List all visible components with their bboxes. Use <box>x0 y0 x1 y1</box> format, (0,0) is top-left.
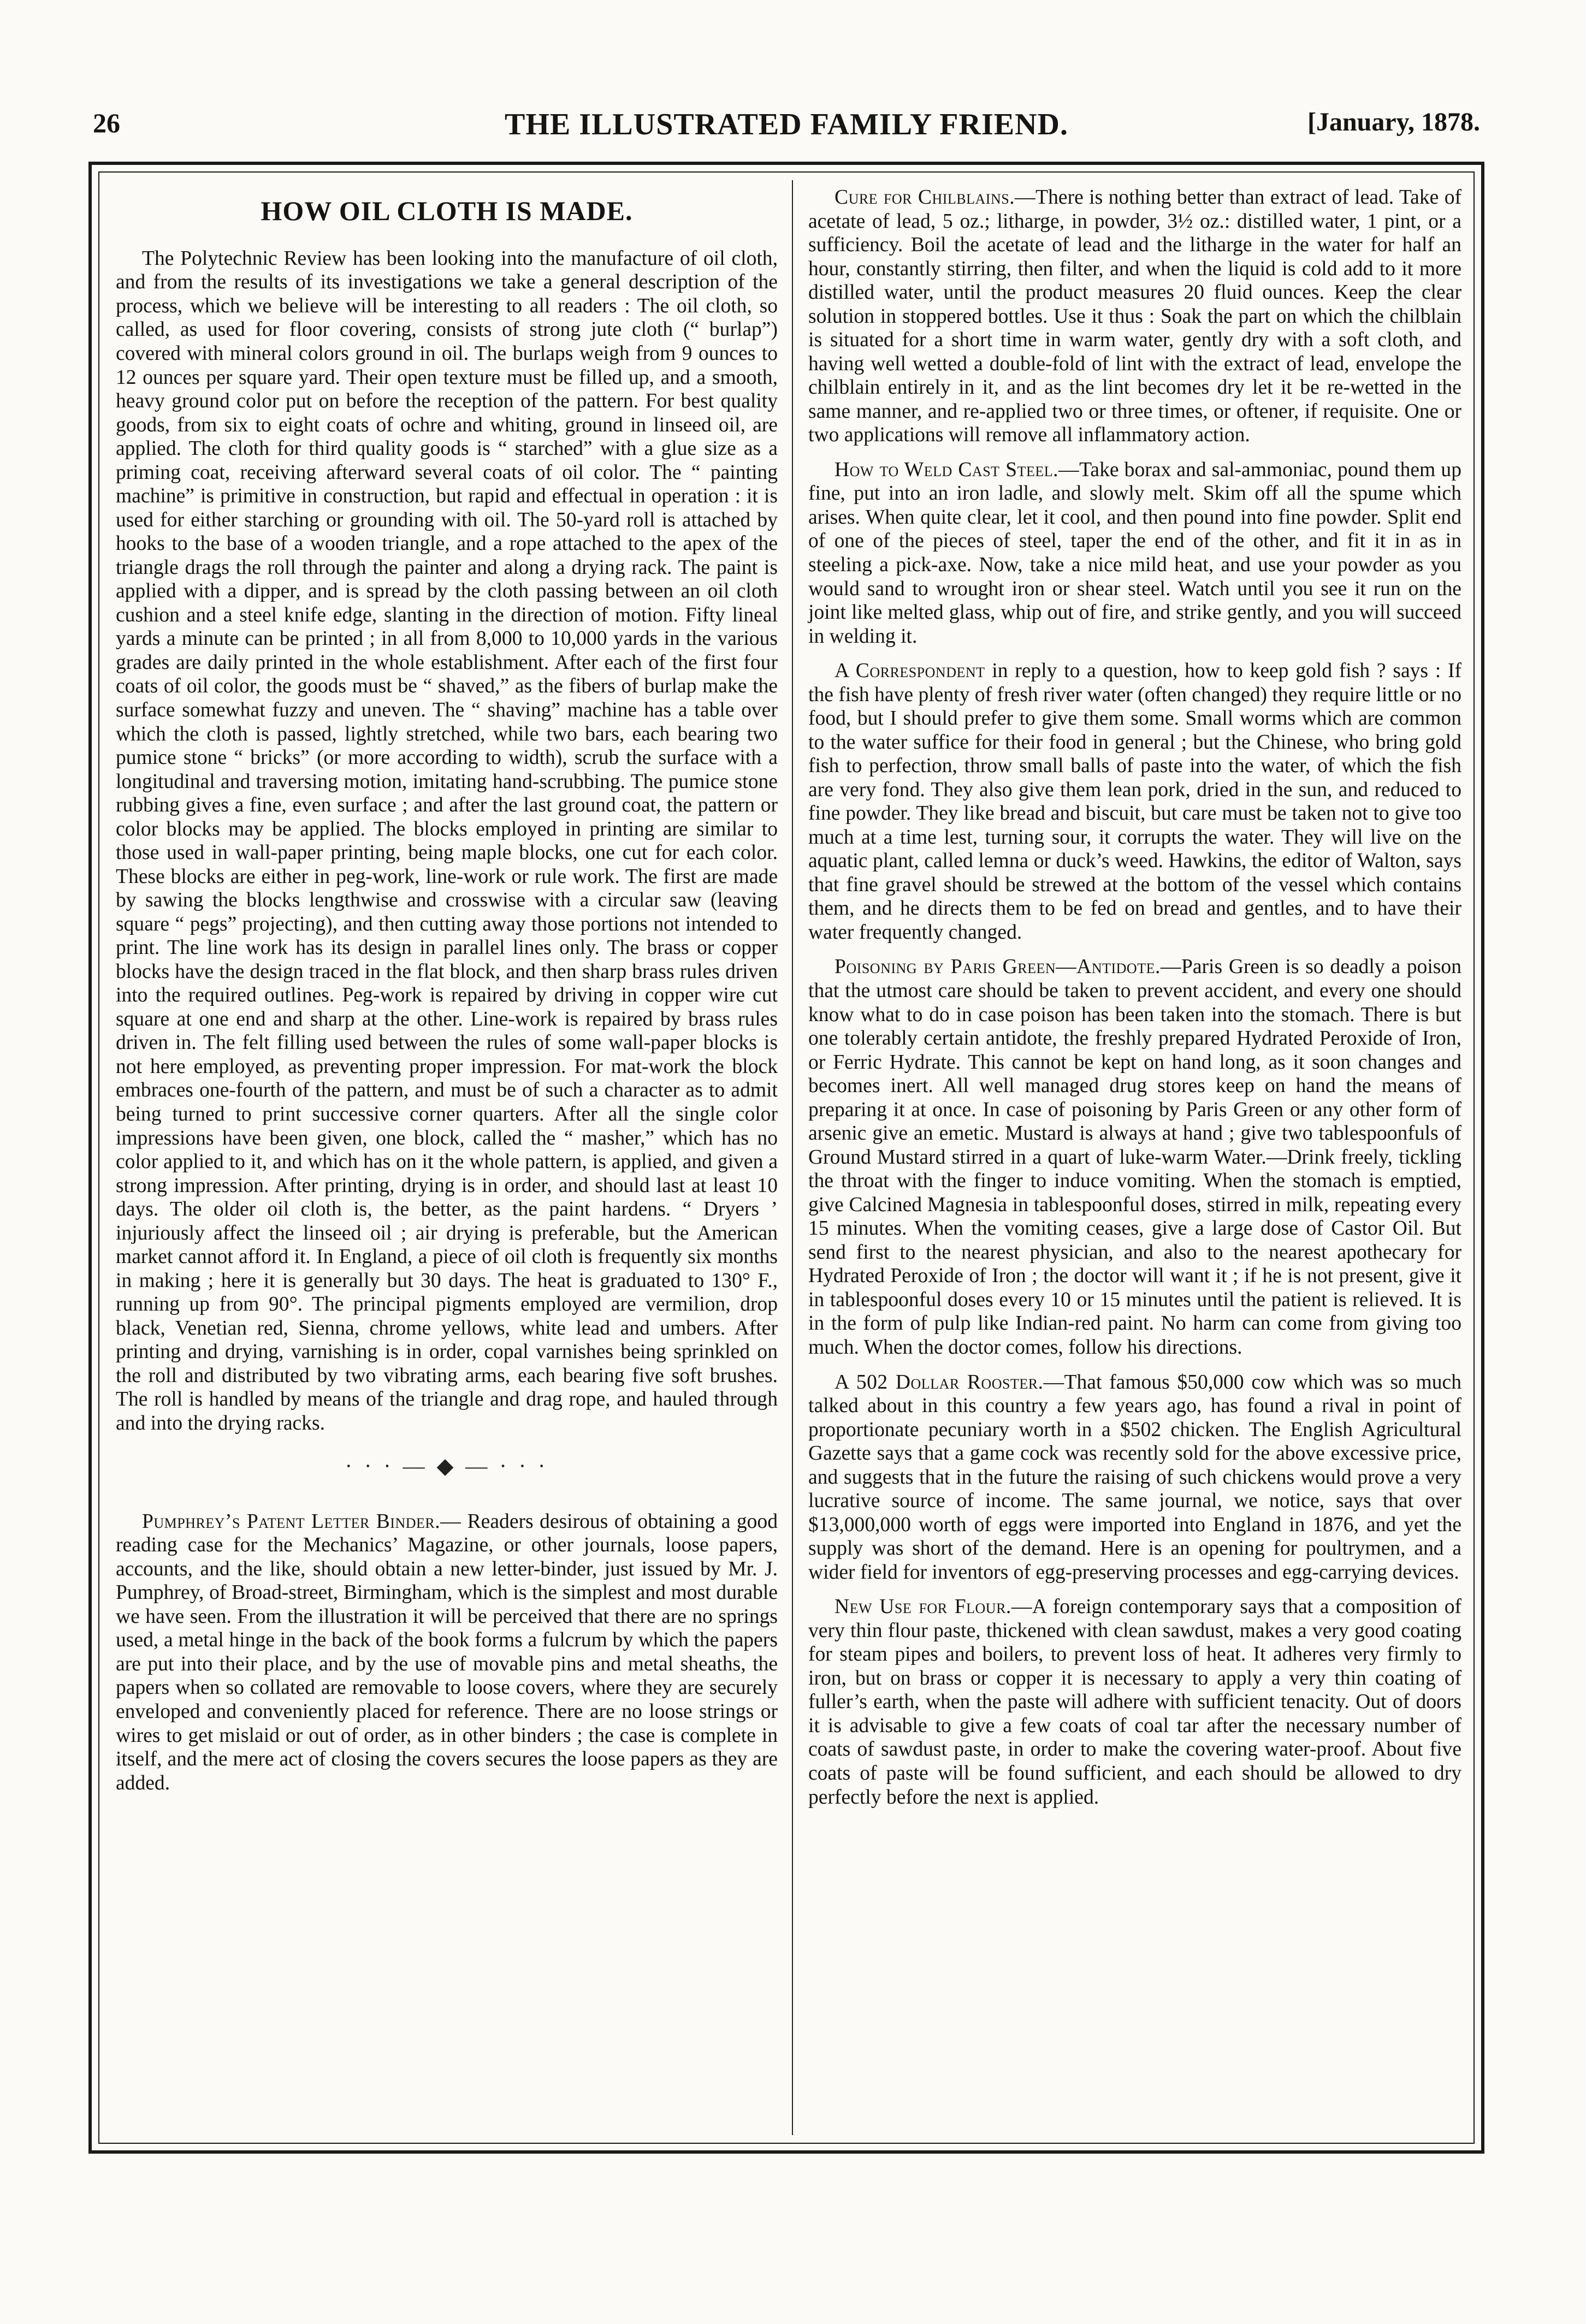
flour-article <box>808 1595 1461 1809</box>
binder-article-lead: Pumphrey’s Patent Letter Binder.— <box>142 1510 461 1533</box>
binder-article <box>116 1510 778 1795</box>
left-column <box>116 186 778 1799</box>
flour-lead: New Use for Flour.— <box>835 1596 1032 1618</box>
publication-title: THE ILLUSTRATED FAMILY FRIEND. <box>505 108 1068 141</box>
binder-article-body: Readers desirous of obtaining a good reading case for the Mechanics’ Magazine, or other journals, loose papers, accounts, and the like, should obtain a new letter-binder, just issued by Mr. J. Pumphrey, of Broad-street, Birmingham, which is the simplest and most durable we have seen. From the illustration it will be perceived that there are no springs used, a metal hinge in the back of the book forms a fulcrum by which the papers are put into their place, and by the use of movable pins and metal sheaths, the papers when so collated are removable to loose covers, where they are securely enveloped and conveniently placed for reference. There are no loose strings or wires to get mislaid or out of order, as in other binders ; the case is complete in itself, and the mere act of closing the covers secures the loose papers as they are added. <box>116 1510 778 1794</box>
chilblains-body: There is nothing better than extract of lead. Take of acetate of lead, 5 oz.; litharge, in powder, 3½ oz.: distilled water, 1 pint, or a sufficiency. Boil the acetate of lead and the litharge in the water for half an hour, constantly stirring, then filter, and when the liquid is cold add to it more distilled water, until the product measures 20 fluid ounces. Keep the clear solution in stoppered bottles. Use it thus : Soak the part on which the chilblain is situated for a short time in warm water, gently dry with a soft cloth, and having well wetted a double-fold of lint with the extract of lead, envelope the chilblain entirely in it, and as the lint becomes dry let it be re-wetted in the same manner, and re-applied two or three times, or oftener, if requisite. One or two applications will remove all inflammatory action. <box>808 186 1461 447</box>
right-column <box>808 186 1461 1820</box>
issue-date: [January, 1878. <box>1307 108 1480 137</box>
weld-steel-lead: How to Weld Cast Steel.— <box>835 458 1080 481</box>
weld-steel-article <box>808 458 1461 648</box>
paris-green-lead: Poisoning by Paris Green—Antidote.— <box>835 956 1181 979</box>
gold-fish-body: in reply to a question, how to keep gold fish ? says : If the fish have plenty of fresh river water (often changed) they require little or no food, but I should prefer to give them some. Small worms which are common to the water suffice for their food in general ; but the Chinese, who bring gold fish to perfection, throw small balls of paste into the water, of which the fish are very fond. They also give them lean pork, dried in the sun, and reduced to fine powder. They like bread and biscuit, but care must be taken not to give too much at a time lest, turning sour, it corrupts the water. They will live on the aquatic plant, called lemna or duck’s weed. Hawkins, the editor of Walton, says that fine gravel should be strewed at the bottom of the vessel which contains them, and he directs them to be fed on bread and gentles, and to have their water frequently changed. <box>808 660 1462 944</box>
weld-steel-body: Take borax and sal-ammoniac, pound them up fine, put into an iron ladle, and slowly melt. Skim off all the spume which arises. When quite clear, let it cool, and then pound into fine powder. Split end of one of the pieces of steel, taper the end of the other, and fit it in as in steeling a pick-axe. Now, take a nice mild heat, and use your powder as you would sand to wrought iron or shear steel. Watch until you see it run on the joint like melted glass, whip out of fire, and strike gently, and you will succeed in welding it. <box>808 458 1461 648</box>
flour-body: A foreign contemporary says that a composition of very thin flour paste, thickened with clean sawdust, makes a very good coating for steam pipes and boilers, to prevent loss of heat. It adheres very firmly to iron, but on brass or copper it is necessary to apply a very thin coating of fuller’s earth, when the paste will adhere with sufficient tenacity. Out of doors it is advisable to give a few coats of coal tar after the necessary number of coats of sawdust paste, in order to make the covering water-proof. About five coats of paste will be found sufficient, and each should be allowed to dry perfectly before the next is applied. <box>808 1596 1461 1809</box>
oil-cloth-article: The Polytechnic Review has been looking into the manufacture of oil cloth, and from the results of its investigations we take a general description of the process, which we believe will be interesting to all readers : The oil cloth, so called, as used for floor covering, consists of strong jute cloth (“ burlap”) covered with mineral colors ground in oil. The burlaps weigh from 9 ounces to 12 ounces per square yard. Their open texture must be filled up, and a smooth, heavy ground color put on before the reception of the pattern. For best quality goods, from six to eight coats of ochre and whiting, ground in linseed oil, are applied. The cloth for third quality goods is “ starched” with a glue size as a priming coat, receiving afterward several coats of oil color. The “ painting machine” is primitive in construction, but rapid and effectual in operation : it is used for either starching or grounding with oil. The 50-yard roll is attached by hooks to the base of a wooden triangle, and a rope attached to the apex of the triangle drags the roll through the painter and along a drying rack. The paint is applied with a dipper, and is spread by the cloth passing between an oil cloth cushion and a steel knife edge, slanting in the direction of motion. Fifty lineal yards a minute can be printed ; in all from 8,000 to 10,000 yards in the various grades are daily printed in the whole establishment. After each of the first four coats of oil color, the goods must be “ shaved,” as the fibers of burlap make the surface somewhat fuzzy and uneven. The “ shaving” machine has a table over which the cloth is passed, lightly stretched, while two bars, each bearing two pumice stone “ bricks” (or more according to width), scrub the surface with a longitudinal and traversing motion, imitating hand-scrubbing. The pumice stone rubbing gives a fine, even surface ; and after the last ground coat, the pattern or color blocks may be applied. The blocks employed in printing are similar to those used in wall-paper printing, being maple blocks, one cut for each color. These blocks are either in peg-work, line-work or rule work. The first are made by sawing the blocks lengthwise and crosswise with a circular saw (leaving square “ pegs” projecting), and then cutting away those portions not intended to print. The line work has its design in parallel lines only. The brass or copper blocks have the design traced in the flat block, and then sharp brass rules driven into the required outlines. Peg-work is repaired by driving in copper wire cut square at one end and sharp at the other. Line-work is repaired by brass rules driven in. The felt filling used between the rules of some wall-paper blocks is not here employed, as preventing proper impression. For mat-work the block embraces one-fourth of the pattern, and must be of such a character as to admit being turned to print successive corner quarters. After all the single color impressions have been given, one block, called the “ masher,” which has no color applied to it, and which has on it the whole pattern, is applied, and given a strong impression. After printing, drying is in order, and should last at least 10 days. The older oil cloth is, the better, as the paint hardens. “ Dryers ’ injuriously affect the linseed oil ; air drying is preferable, but the American market cannot afford it. In England, a piece of oil cloth is frequently six months in making ; here it is generally but 30 days. The heat is graduated to 130° F., running up from 90°. The principal pigments employed are vermilion, drop black, Venetian red, Sienna, chrome yellows, white lead and umbers. After printing and drying, varnishing is in order, copal varnishes being sprinkled on the roll and distributed by two vibrating arms, each bearing five soft brushes. The roll is handled by means of the triangle and drag rope, and hauled through and into the drying racks. <box>116 247 778 1434</box>
page-header <box>93 107 1480 145</box>
chilblains-lead: Cure for Chilblains.— <box>835 186 1036 209</box>
chilblains-article <box>808 186 1461 447</box>
paris-green-body: Paris Green is so deadly a poison that the utmost care should be taken to prevent accident, and every one should know what to do in case poison has been taken into the stomach. There is but one tolerably certain antidote, the freshly prepared Hydrated Peroxide of Iron, or Ferric Hydrate. This cannot be kept on hand long, as it soon changes and becomes inert. All well managed drug stores keep on hand the means of preparing it at once. In case of poisoning by Paris Green or any other form of arsenic give an emetic. Mustard is always at hand ; give two tablespoonfuls of Ground Mustard stirred in a quart of luke-warm Water.—Drink freely, tickling the throat with the finger to induce vomiting. When the stomach is emptied, give Calcined Magnesia in tablespoonful doses, stirred in milk, repeating every 15 minutes. When the vomiting ceases, give a large dose of Castor Oil. But send first to the nearest physician, and also to the nearest apothecary for Hydrated Peroxide of Iron ; the doctor will want it ; if he is not present, give it in tablespoonful doses every 10 or 15 minutes until the patient is relieved. It is in the form of pulp like Indian-red paint. No harm can come from giving too much. When the doctor comes, follow his directions. <box>808 956 1461 1359</box>
gold-fish-article <box>808 659 1461 944</box>
rooster-body: That famous $50,000 cow which was so much talked about in this country a few years ago, has found a rival in point of proportionate pecuniary worth in a $502 chicken. The English Agricultural Gazette says that a game cock was recently sold for the above excessive price, and suggests that in the future the raising of such chickens would prove a very lucrative source of income. The same journal, we notice, says that over $13,000,000 worth of eggs were imported into England in 1876, and yet the supply was short of the demand. Here is an opening for poultrymen, and a wider field for inventors of egg-preserving processes and egg-carrying devices. <box>808 1371 1461 1584</box>
article-headline: HOW OIL CLOTH IS MADE. <box>261 195 633 226</box>
rooster-lead: A 502 Dollar Rooster.— <box>835 1371 1064 1394</box>
ornament-divider: · · · — ◆ — · · · <box>345 1454 549 1479</box>
rooster-article <box>808 1371 1461 1585</box>
column-divider <box>792 180 793 2135</box>
paris-green-article <box>808 955 1461 1359</box>
page-number: 26 <box>93 108 120 138</box>
gold-fish-lead: A Correspondent <box>835 660 985 683</box>
